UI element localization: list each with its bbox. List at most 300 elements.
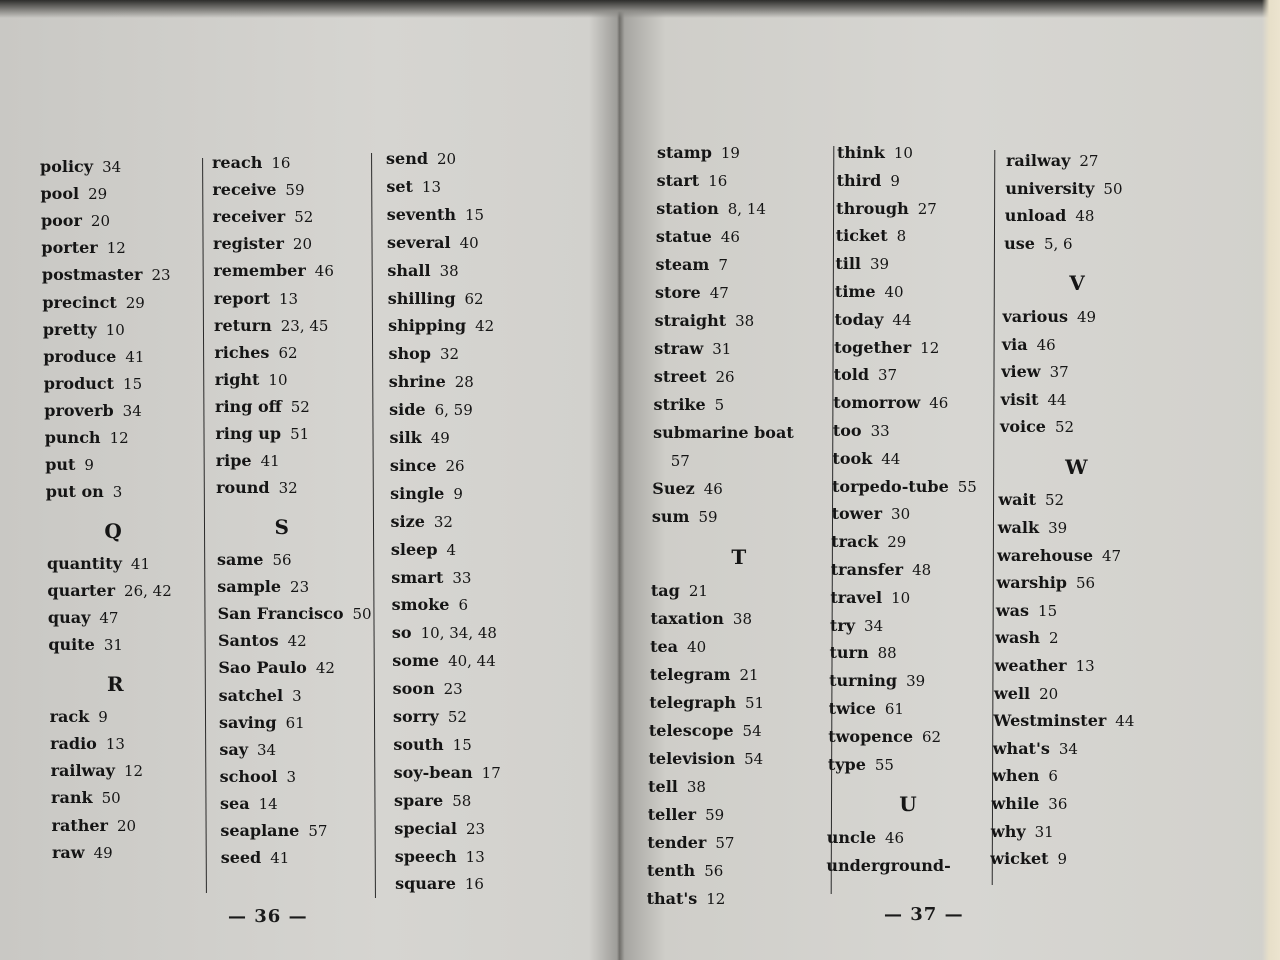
index-entry bbox=[829, 700, 904, 718]
entry-word: walk bbox=[997, 518, 1040, 538]
entry-pages: 28 bbox=[454, 373, 474, 392]
entry-pages: 36 bbox=[1048, 795, 1068, 814]
entry-word: rather bbox=[51, 815, 108, 835]
entry-pages: 17 bbox=[481, 763, 501, 782]
entry-word: sorry bbox=[392, 707, 439, 726]
entry-word: statue bbox=[655, 227, 712, 246]
entry-word: was bbox=[995, 600, 1030, 620]
entry-pages: 27 bbox=[917, 199, 937, 218]
entry-word: special bbox=[394, 818, 457, 838]
entry-word: sum bbox=[651, 507, 690, 526]
index-entry bbox=[45, 456, 94, 474]
index-entry bbox=[42, 294, 144, 312]
entry-word: sample bbox=[217, 577, 282, 597]
entry-word: receive bbox=[212, 180, 277, 200]
entry-pages: 15 bbox=[123, 374, 143, 393]
entry-pages: 31 bbox=[712, 340, 732, 358]
index-entry bbox=[40, 158, 121, 176]
index-entry bbox=[1005, 180, 1122, 198]
entry-word: spare bbox=[394, 790, 444, 810]
index-entry bbox=[1004, 235, 1072, 253]
entry-word: through bbox=[836, 198, 909, 218]
entry-pages: 26 bbox=[715, 368, 735, 386]
entry-pages: 51 bbox=[744, 694, 765, 713]
index-entry bbox=[389, 429, 449, 447]
index-entry bbox=[51, 789, 121, 807]
index-entry bbox=[837, 144, 913, 162]
entry-pages: 26 bbox=[445, 456, 465, 475]
index-entry bbox=[992, 767, 1058, 785]
entry-word: station bbox=[656, 199, 719, 218]
index-entry bbox=[47, 555, 150, 573]
index-entry bbox=[835, 283, 904, 301]
entry-pages: 23 bbox=[466, 819, 486, 838]
entry-pages: 46 bbox=[1036, 335, 1056, 354]
entry-pages: 15 bbox=[452, 735, 472, 754]
entry-word: telegraph bbox=[649, 693, 736, 713]
entry-word: soy-bean bbox=[393, 762, 473, 782]
index-entry bbox=[393, 736, 471, 754]
entry-word: ripe bbox=[215, 451, 252, 471]
index-entry bbox=[997, 547, 1121, 565]
entry-word: told bbox=[833, 365, 869, 385]
index-entry bbox=[47, 582, 171, 600]
entry-pages: 44 bbox=[881, 449, 901, 468]
entry-pages: 15 bbox=[1038, 601, 1058, 620]
index-entry bbox=[648, 806, 724, 824]
entry-pages: 56 bbox=[272, 551, 292, 569]
entry-word: return bbox=[214, 315, 272, 335]
entry-pages: 16 bbox=[271, 154, 291, 172]
entry-word: seaplane bbox=[220, 821, 300, 840]
index-entry bbox=[649, 750, 764, 768]
index-entry bbox=[51, 762, 143, 780]
entry-word: several bbox=[387, 232, 451, 252]
index-entry bbox=[215, 425, 309, 443]
index-entry bbox=[828, 756, 894, 774]
entry-word: Suez bbox=[652, 479, 695, 498]
index-entry bbox=[991, 823, 1054, 841]
index-entry bbox=[212, 181, 304, 199]
entry-pages: 44 bbox=[892, 310, 912, 329]
entry-word: wash bbox=[995, 628, 1041, 648]
index-entry bbox=[52, 817, 137, 835]
entry-pages: 9 bbox=[453, 484, 463, 503]
entry-pages: 47 bbox=[99, 609, 119, 628]
index-entry bbox=[386, 150, 456, 168]
entry-pages: 38 bbox=[686, 778, 706, 797]
entry-word: while bbox=[991, 794, 1040, 814]
index-entry bbox=[990, 850, 1067, 868]
index-entry bbox=[221, 849, 290, 867]
entry-word: took bbox=[832, 448, 873, 468]
entry-pages: 51 bbox=[290, 425, 310, 443]
entry-word: start bbox=[656, 171, 700, 190]
index-entry bbox=[213, 208, 314, 226]
entry-pages: 27 bbox=[1079, 152, 1099, 170]
entry-word: time bbox=[834, 282, 876, 301]
entry-word: seed bbox=[220, 848, 262, 868]
index-entry bbox=[655, 256, 727, 274]
index-entry bbox=[43, 321, 125, 339]
index-entry bbox=[390, 457, 465, 475]
entry-word: shall bbox=[387, 260, 431, 280]
entry-word: store bbox=[655, 283, 701, 302]
index-entry bbox=[654, 340, 731, 358]
entry-pages: 50 bbox=[1103, 179, 1123, 198]
entry-word: shilling bbox=[387, 288, 456, 308]
index-entry bbox=[215, 398, 310, 416]
entry-pages: 23 bbox=[290, 578, 310, 597]
entry-pages: 57 bbox=[670, 452, 690, 470]
entry-word: seventh bbox=[386, 204, 457, 224]
index-entry bbox=[217, 578, 309, 596]
entry-word: too bbox=[832, 421, 862, 440]
entry-pages: 40, 44 bbox=[448, 652, 496, 671]
entry-pages: 5, 6 bbox=[1043, 234, 1073, 253]
entry-word: raw bbox=[51, 842, 85, 862]
index-entry bbox=[388, 290, 484, 308]
entry-pages: 31 bbox=[103, 636, 123, 655]
index-entry bbox=[657, 144, 740, 162]
entry-pages: 46 bbox=[885, 829, 905, 848]
entry-pages: 47 bbox=[709, 284, 729, 302]
index-entry bbox=[394, 764, 501, 782]
index-entry bbox=[647, 862, 723, 880]
index-entry bbox=[48, 609, 119, 627]
entry-pages: 52 bbox=[1054, 418, 1075, 437]
entry-pages: 29 bbox=[887, 533, 907, 552]
entry-word: tender bbox=[647, 833, 707, 853]
entry-pages: 13 bbox=[105, 735, 125, 754]
entry-pages: 42 bbox=[475, 317, 495, 336]
entry-word: put on bbox=[45, 482, 104, 502]
section-letter: U bbox=[899, 792, 917, 817]
entry-pages: 40 bbox=[459, 233, 479, 252]
index-entry bbox=[220, 822, 327, 840]
index-entry bbox=[50, 708, 108, 726]
index-entry bbox=[1005, 207, 1095, 225]
index-entry bbox=[996, 602, 1057, 620]
entry-word: travel bbox=[830, 587, 883, 607]
entry-pages: 23 bbox=[443, 680, 463, 699]
entry-word: produce bbox=[43, 346, 117, 366]
index-entry bbox=[213, 235, 312, 253]
entry-word: when bbox=[992, 766, 1040, 786]
index-entry bbox=[832, 450, 900, 468]
index-entry bbox=[392, 596, 468, 614]
entry-word: receiver bbox=[212, 207, 286, 227]
entry-word: strike bbox=[653, 395, 706, 414]
index-entry bbox=[389, 373, 474, 391]
entry-pages: 34 bbox=[864, 616, 884, 635]
entry-pages: 44 bbox=[1047, 390, 1067, 409]
entry-word: register bbox=[213, 234, 284, 254]
index-entry bbox=[389, 401, 473, 419]
page-edge bbox=[1262, 0, 1280, 960]
entry-word: remember bbox=[213, 261, 306, 281]
index-entry bbox=[836, 200, 937, 218]
entry-word: quantity bbox=[46, 554, 122, 573]
entry-pages: 26, 42 bbox=[124, 582, 172, 601]
entry-word: view bbox=[1001, 362, 1041, 382]
index-entry bbox=[653, 424, 803, 442]
entry-pages: 33 bbox=[870, 422, 890, 440]
index-entry bbox=[52, 844, 113, 862]
entry-pages: 58 bbox=[452, 791, 472, 810]
entry-pages: 3 bbox=[292, 686, 302, 705]
index-entry bbox=[219, 741, 276, 759]
entry-word: unload bbox=[1004, 206, 1067, 226]
entry-word: voice bbox=[1000, 417, 1046, 437]
entry-word: ring off bbox=[215, 396, 282, 416]
entry-word: university bbox=[1005, 178, 1095, 198]
entry-pages: 50 bbox=[101, 789, 121, 808]
index-entry bbox=[828, 728, 941, 746]
entry-word: tenth bbox=[646, 861, 696, 881]
index-entry bbox=[219, 714, 305, 732]
entry-pages: 29 bbox=[88, 185, 108, 204]
index-entry bbox=[218, 605, 372, 623]
index-entry bbox=[386, 178, 441, 196]
entry-pages: 61 bbox=[884, 700, 904, 718]
entry-word: same bbox=[216, 550, 264, 569]
entry-word: pretty bbox=[42, 319, 97, 339]
entry-word: rank bbox=[51, 788, 93, 808]
index-entry bbox=[995, 657, 1095, 675]
entry-word: transfer bbox=[830, 560, 904, 579]
entry-pages: 9 bbox=[1057, 850, 1068, 869]
entry-pages: 62 bbox=[278, 343, 298, 362]
index-entry bbox=[40, 185, 107, 203]
index-entry bbox=[392, 652, 496, 670]
index-entry bbox=[827, 829, 904, 847]
entry-pages: 3 bbox=[112, 483, 123, 502]
entry-word: punch bbox=[44, 428, 101, 447]
entry-pages: 50 bbox=[352, 605, 372, 624]
entry-word: warehouse bbox=[997, 545, 1093, 565]
entry-pages: 56 bbox=[704, 862, 724, 881]
section-letter: Q bbox=[104, 518, 122, 543]
entry-word: telegram bbox=[649, 665, 731, 685]
entry-pages: 20 bbox=[437, 150, 457, 168]
entry-pages: 49 bbox=[93, 843, 113, 862]
entry-word: quay bbox=[47, 608, 91, 628]
index-entry bbox=[394, 820, 485, 838]
entry-pages: 38 bbox=[732, 610, 753, 629]
index-entry bbox=[48, 636, 123, 654]
entry-pages: 6 bbox=[458, 596, 468, 615]
entry-pages: 55 bbox=[957, 477, 977, 496]
entry-word: taxation bbox=[650, 609, 724, 629]
index-entry bbox=[391, 513, 453, 531]
index-entry bbox=[998, 491, 1064, 509]
entry-word: precinct bbox=[42, 292, 117, 312]
entry-word: south bbox=[393, 734, 444, 754]
index-entry bbox=[997, 574, 1096, 592]
index-entry bbox=[214, 344, 297, 362]
index-entry bbox=[826, 857, 959, 875]
entry-word: single bbox=[390, 483, 445, 503]
entry-word: put bbox=[45, 455, 76, 475]
entry-pages: 44 bbox=[1115, 712, 1135, 731]
entry-pages: 10 bbox=[893, 144, 913, 162]
entry-pages: 34 bbox=[1058, 739, 1078, 758]
entry-pages: 37 bbox=[1049, 363, 1069, 382]
entry-pages: 52 bbox=[1044, 491, 1065, 510]
entry-word: think bbox=[837, 143, 885, 162]
index-entry bbox=[830, 617, 883, 635]
entry-word: riches bbox=[214, 342, 270, 362]
entry-word: type bbox=[827, 754, 866, 774]
index-entry bbox=[45, 429, 129, 447]
index-entry bbox=[217, 551, 292, 569]
index-entry bbox=[395, 875, 484, 893]
entry-word: Santos bbox=[217, 631, 279, 651]
index-entry bbox=[834, 339, 939, 357]
entry-pages: 12 bbox=[920, 338, 940, 357]
entry-pages: 41 bbox=[260, 452, 280, 471]
entry-pages: 41 bbox=[130, 555, 151, 573]
index-entry bbox=[44, 375, 142, 393]
index-entry bbox=[42, 266, 171, 284]
index-entry bbox=[993, 712, 1134, 730]
entry-word: postmaster bbox=[41, 265, 143, 285]
entry-word: San Francisco bbox=[217, 604, 344, 624]
entry-pages: 62 bbox=[464, 289, 484, 308]
index-entry bbox=[393, 680, 463, 698]
index-entry bbox=[831, 561, 931, 579]
entry-pages: 20 bbox=[116, 816, 137, 835]
entry-pages: 49 bbox=[430, 429, 450, 447]
entry-word: railway bbox=[1006, 151, 1071, 170]
entry-word: side bbox=[389, 400, 426, 420]
index-entry bbox=[215, 371, 288, 389]
column-rule bbox=[202, 158, 207, 893]
index-entry bbox=[993, 740, 1078, 758]
entry-pages: 34 bbox=[102, 158, 122, 176]
entry-word: torpedo-tube bbox=[832, 476, 949, 496]
index-entry bbox=[216, 479, 298, 497]
entry-word: well bbox=[994, 683, 1031, 703]
entry-pages: 59 bbox=[705, 806, 725, 825]
entry-pages: 39 bbox=[906, 672, 926, 691]
entry-word: tea bbox=[650, 637, 679, 657]
entry-word: rack bbox=[49, 707, 90, 727]
section-letter: V bbox=[1069, 271, 1085, 296]
index-entry bbox=[653, 452, 690, 470]
index-entry bbox=[44, 402, 141, 420]
entry-pages: 39 bbox=[869, 255, 890, 274]
entry-word: sea bbox=[220, 793, 250, 813]
entry-pages: 46 bbox=[314, 262, 334, 281]
index-entry bbox=[831, 533, 906, 551]
index-entry bbox=[388, 317, 494, 335]
entry-word: saving bbox=[218, 712, 277, 732]
index-entry bbox=[1003, 308, 1097, 326]
index-entry bbox=[214, 317, 328, 335]
section-letter: T bbox=[731, 544, 747, 569]
index-entry bbox=[832, 505, 911, 523]
index-entry bbox=[392, 624, 497, 642]
entry-word: silk bbox=[389, 428, 422, 447]
entry-pages: 47 bbox=[1102, 546, 1122, 565]
index-entry bbox=[387, 262, 458, 280]
entry-word: say bbox=[219, 739, 248, 759]
index-entry bbox=[835, 311, 912, 329]
entry-word: together bbox=[834, 337, 912, 357]
entry-word: try bbox=[829, 615, 856, 635]
entry-pages: 40 bbox=[687, 638, 707, 657]
index-entry bbox=[995, 629, 1058, 647]
index-entry bbox=[656, 228, 740, 246]
index-entry bbox=[214, 290, 298, 308]
entry-pages: 42 bbox=[315, 659, 335, 678]
entry-pages: 38 bbox=[735, 312, 755, 330]
entry-pages: 3 bbox=[286, 767, 297, 786]
entry-pages: 40 bbox=[884, 283, 904, 301]
entry-pages: 57 bbox=[715, 834, 735, 853]
entry-word: since bbox=[389, 455, 437, 475]
entry-pages: 52 bbox=[447, 708, 467, 726]
entry-pages: 9 bbox=[98, 708, 108, 727]
entry-pages: 48 bbox=[1075, 207, 1095, 226]
page-number-right: — 37 — bbox=[884, 904, 964, 925]
entry-pages: 10 bbox=[891, 588, 911, 607]
column-rule bbox=[371, 153, 376, 898]
entry-word: what's bbox=[992, 738, 1050, 758]
entry-word: warship bbox=[996, 573, 1067, 593]
entry-word: today bbox=[834, 309, 884, 329]
index-entry bbox=[395, 848, 485, 866]
entry-pages: 16 bbox=[708, 172, 728, 190]
index-entry bbox=[648, 778, 706, 796]
entry-pages: 13 bbox=[465, 847, 485, 866]
entry-word: reach bbox=[212, 153, 263, 172]
entry-pages: 21 bbox=[688, 582, 708, 601]
entry-pages: 23 bbox=[151, 266, 171, 285]
entry-word: product bbox=[43, 373, 115, 393]
entry-pages: 9 bbox=[84, 456, 94, 475]
entry-word: straight bbox=[654, 311, 727, 330]
entry-pages: 19 bbox=[720, 144, 740, 162]
entry-pages: 57 bbox=[308, 822, 328, 840]
entry-word: some bbox=[392, 651, 440, 671]
index-entry bbox=[216, 452, 280, 470]
index-entry bbox=[391, 569, 471, 587]
entry-word: ring up bbox=[215, 424, 282, 443]
entry-word: via bbox=[1001, 334, 1028, 354]
entry-word: radio bbox=[50, 734, 97, 754]
entry-word: Sao Paulo bbox=[218, 658, 307, 678]
entry-word: tower bbox=[831, 504, 883, 524]
index-entry bbox=[998, 519, 1067, 537]
entry-pages: 52 bbox=[290, 397, 310, 416]
index-entry bbox=[837, 172, 900, 190]
index-entry bbox=[1002, 336, 1056, 354]
entry-pages: 21 bbox=[739, 666, 759, 685]
entry-word: satchel bbox=[218, 685, 284, 705]
entry-word: track bbox=[831, 532, 879, 552]
index-entry bbox=[992, 795, 1068, 813]
index-entry bbox=[41, 239, 125, 257]
entry-pages: 2 bbox=[1049, 629, 1059, 648]
entry-pages: 15 bbox=[465, 205, 485, 224]
entry-word: report bbox=[213, 288, 270, 308]
index-entry bbox=[833, 422, 890, 440]
index-entry bbox=[830, 644, 897, 662]
index-entry bbox=[994, 685, 1058, 703]
